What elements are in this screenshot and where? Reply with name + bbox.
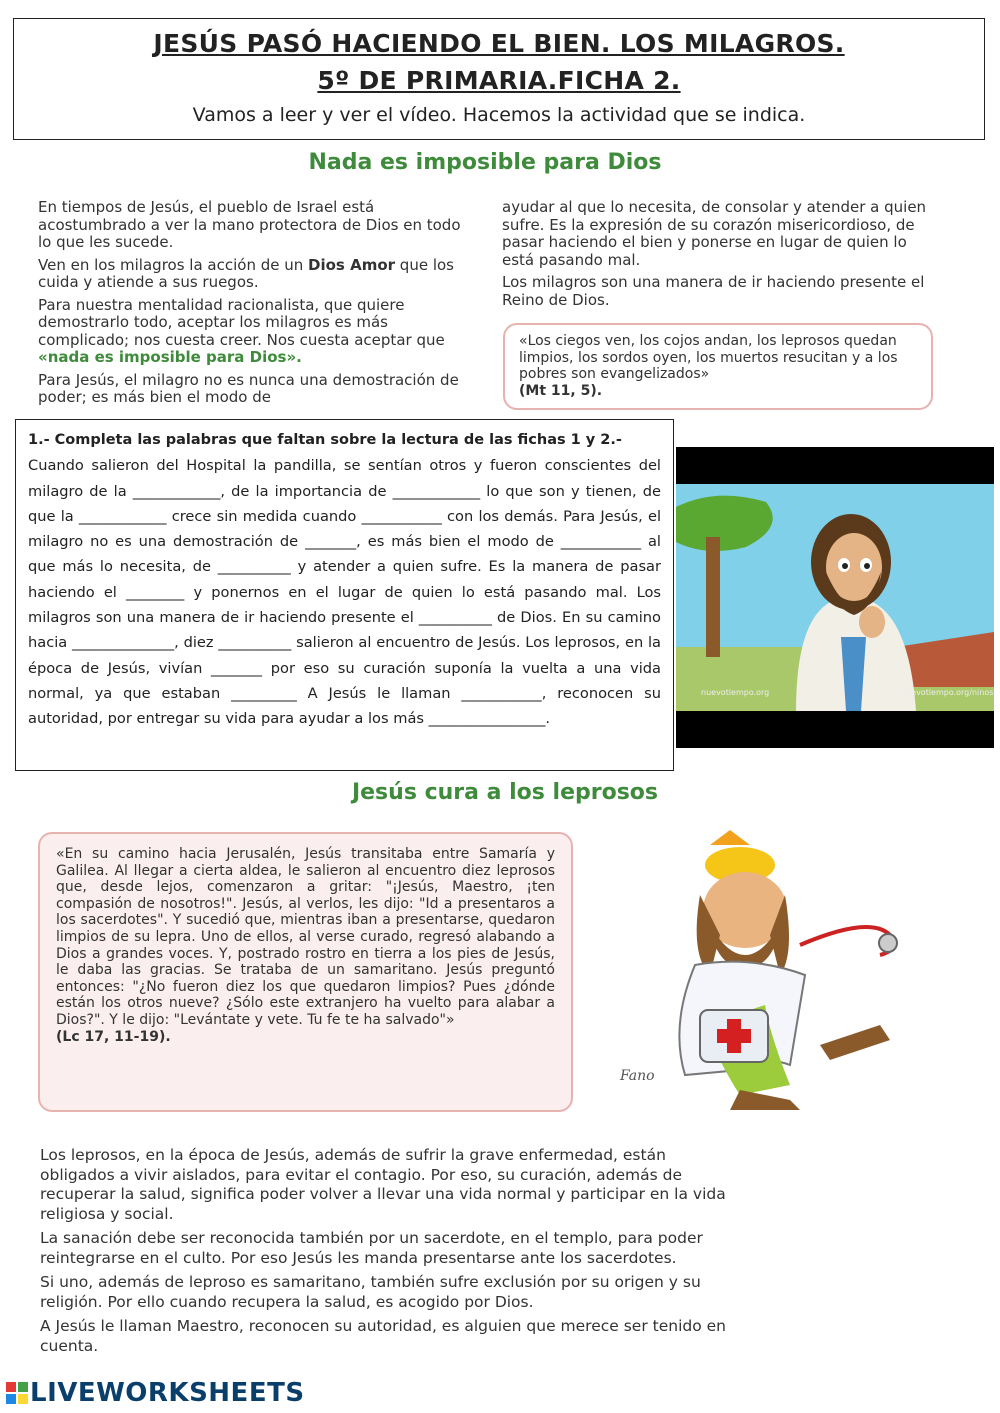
section2-p3: Si uno, además de leproso es samaritano, también sufre exclusión por su origen y su religión. Por ello cuando recupera la salud, es acogido por Dios. bbox=[40, 1273, 701, 1311]
section1-left-p3: Para nuestra mentalidad racionalista, que quiere demostrarlo todo, aceptar los milagros es más complicado; nos cuesta creer. Nos cuesta aceptar que «nada es imposible para Dios». bbox=[38, 295, 445, 366]
video-watermark-right: nuevotiempo.org/ninos bbox=[901, 688, 994, 697]
exercise-question: 1.- Completa las palabras que faltan sobre la lectura de las fichas 1 y 2.- bbox=[28, 432, 622, 448]
section1-quote bbox=[503, 323, 933, 410]
liveworksheets-logo[interactable] bbox=[6, 1378, 305, 1408]
section1-left-p2: Ven en los milagros la acción de un Dios Amor que los cuida y atiende a sus ruegos. bbox=[38, 255, 454, 291]
section1-right-p1: ayudar al que lo necesita, de consolar y atender a quien sufre. Es la expresión de su corazón misericordioso, de pasar haciendo el bien y ponerse en lugar de quien lo está pasando mal. bbox=[502, 198, 927, 269]
section1-left-p4: Para Jesús, el milagro no es nunca una demostración de poder; es más bien el modo de bbox=[38, 370, 459, 406]
exercise-text: Cuando salieron del Hospital la pandilla, se sentían otros y fueron conscientes del milagro de la ____________, de la importancia de ____________ lo que son y tienen, de que la ____________ crece sin medida cuando ___________ con los demás. Para Jesús, el milagro no es una demostración de _______, es más bien el modo de ___________ al que más lo necesita, de __________ y atender a quien sufre. Es la manera de pasar haciendo el ________ y ponernos en el lugar de quien lo está pasando mal. Los milagros son una manera de ir haciendo presente el __________ de Dios. En su camino hacia ______________, diez __________ salieron al encuentro de Jesús. Los leprosos, en la época de Jesús, vivían _______ por eso su curación suponía la vuelta a una vida normal, ya que estaban _________ A Jesús le llaman ___________, reconocen su autoridad, por entregar su vida para ayudar a los más ________________. bbox=[28, 457, 661, 728]
section1-title: Nada es imposible para Dios bbox=[308, 150, 662, 175]
instructions: Vamos a leer y ver el vídeo. Hacemos la actividad que se indica. bbox=[192, 104, 806, 126]
exercise-box bbox=[15, 419, 674, 771]
section2-p4: A Jesús le llaman Maestro, reconocen su autoridad, es alguien que merece ser tenido en cuenta. bbox=[40, 1317, 726, 1355]
section1-left-column bbox=[38, 199, 470, 412]
section1-quote-ref: (Mt 11, 5). bbox=[519, 382, 603, 399]
logo-text: LIVEWORKSHEETS bbox=[30, 1378, 305, 1408]
section1-left-p1: En tiempos de Jesús, el pueblo de Israel está acostumbrado a ver la mano protectora de Dios en todo lo que les sucede. bbox=[38, 198, 461, 251]
jesus-cartoon-image bbox=[676, 447, 994, 748]
section1-quote-text: «Los ciegos ven, los cojos andan, los leprosos quedan limpios, los sordos oyen, los muertos resucitan y a los pobres son evangelizados» bbox=[519, 333, 898, 382]
logo-icon bbox=[6, 1381, 28, 1403]
section2-quote-ref: (Lc 17, 11-19). bbox=[56, 1028, 171, 1045]
section2-p2: La sanación debe ser reconocida también por un sacerdote, en el templo, para poder reintegrarse en el culto. Por eso Jesús les manda presentarse ante los sacerdotes. bbox=[40, 1229, 703, 1267]
doctor-jesus-illustration bbox=[590, 825, 975, 1120]
section2-quote-text: «En su camino hacia Jerusalén, Jesús transitaba entre Samaría y Galilea. Al llegar a cierta aldea, le salieron al encuentro diez leprosos que, desde lejos, comenzaron a gritar: "¡Jesús, Maestro, ¡ten compasión de nosotros!". Jesús, al verlos, les dijo: "Id a presentaros a los sacerdotes". Y sucedió que, mientras iban a presentarse, quedaron limpios de su lepra. Uno de ellos, al verse curado, regresó alabando a Dios a grandes voces. Y, postrado rostro en tierra a los pies de Jesús, le daba las gracias. Se trataba de un samaritano. Jesús preguntó entonces: "¿No fueron diez los que quedaron limpios? Pues ¿dónde están los otros nueve? ¿Sólo este extranjero ha vuelto para alabar a Dios?". Y le dijo: "Levántate y vete. Tu fe te ha salvado"» bbox=[56, 846, 555, 1028]
illustration-signature: Fano bbox=[620, 1068, 655, 1084]
section2-p1: Los leprosos, en la época de Jesús, además de sufrir la grave enfermedad, están obligados a vivir aislados, para evitar el contagio. Por eso, su curación, además de recuperar la salud, significa poder volver a llevar una vida normal y participar en la vida religiosa y social. bbox=[40, 1146, 726, 1223]
header-box bbox=[13, 18, 985, 140]
section1-right-p2: Los milagros son una manera de ir haciendo presente el Reino de Dios. bbox=[502, 273, 925, 309]
video-player[interactable] bbox=[676, 447, 994, 748]
section2-title: Jesús cura a los leprosos bbox=[351, 780, 659, 805]
section2-paragraphs bbox=[40, 1146, 740, 1361]
video-watermark-left: nuevotiempo.org bbox=[701, 688, 770, 697]
section1-right-column bbox=[502, 199, 927, 314]
page-subtitle: 5º DE PRIMARIA.FICHA 2. bbox=[317, 66, 681, 95]
section2-quote bbox=[38, 832, 573, 1112]
page-title: JESÚS PASÓ HACIENDO EL BIEN. LOS MILAGROS. bbox=[153, 29, 845, 58]
